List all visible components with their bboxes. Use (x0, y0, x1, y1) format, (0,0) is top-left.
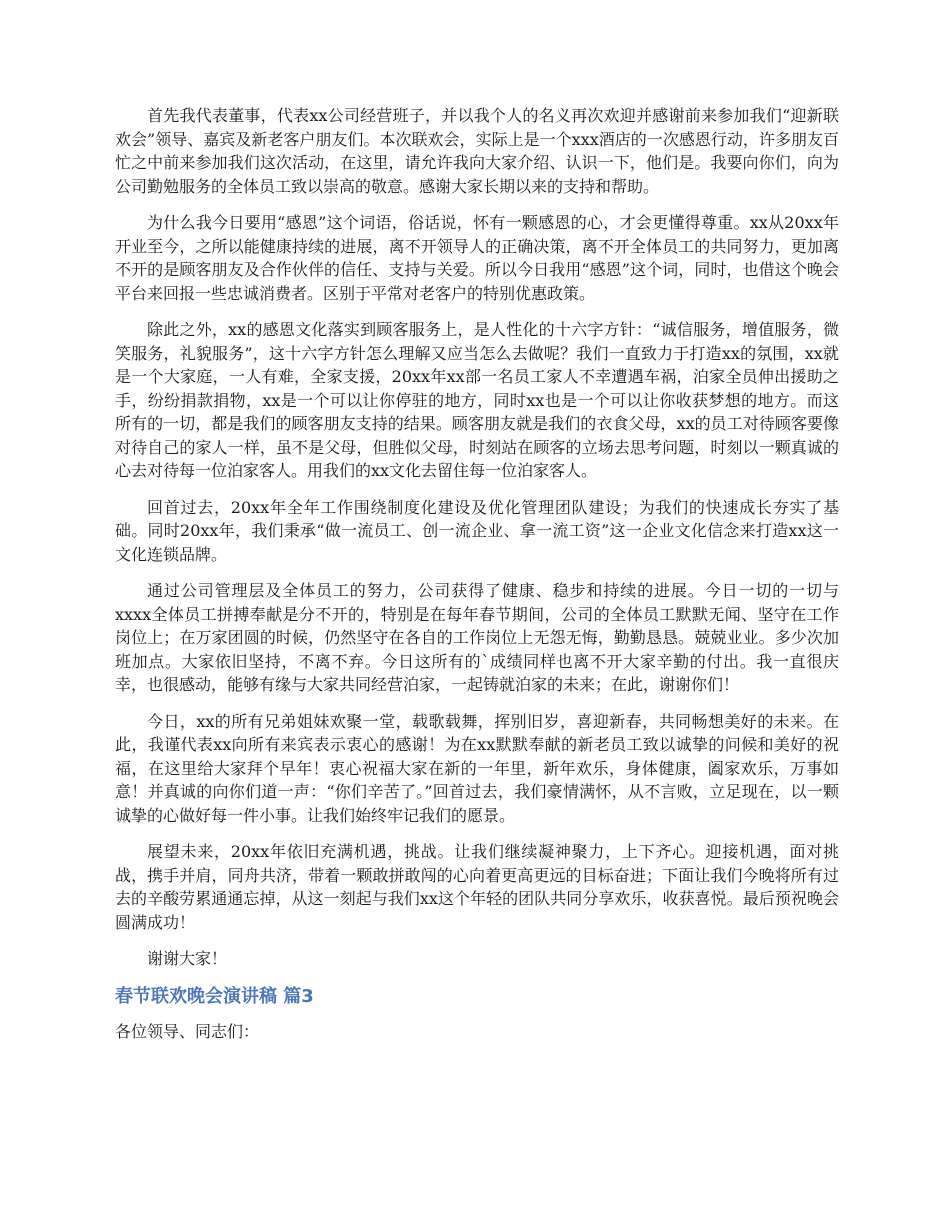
paragraph-4: 回首过去，20xx年全年工作围绕制度化建设及优化管理团队建设；为我们的快速成长夯实了基础。同时20xx年，我们秉承“做一流员工、创一流企业、拿一流工资”这一企业文化信念来打造xx这一文化连锁品牌。 (115, 497, 839, 564)
paragraph-1: 首先我代表董事，代表xx公司经营班子，并以我个人的名义再次欢迎并感谢前来参加我们“迎新联欢会”领导、嘉宾及新老客户朋友们。本次联欢会，实际上是一个xxx酒店的一次感恩行动，许多朋友百忙之中前来参加我们这次活动，在这里，请允许我向大家介绍、认识一下，他们是。我要向你们，向为公司勤勉服务的全体员工致以崇高的敬意。感谢大家长期以来的支持和帮助。 (115, 106, 839, 196)
document-page (115, 104, 839, 1056)
paragraph-5: 通过公司管理层及全体员工的努力，公司获得了健康、稳步和持续的进展。今日一切的一切与xxxx全体员工拼搏奉献是分不开的，特别是在每年春节期间，公司的全体员工默默无闻、坚守在工作岗位上；在万家团圆的时候，仍然坚守在各自的工作岗位上无怨无悔，勤勤恳恳。兢兢业业。多少次加班加点。大家依旧坚持，不离不弃。今日这所有的`成绩同样也离不开大家辛勤的付出。我一直很庆幸，也很感动，能够有缘与大家共同经营泊家，一起铸就泊家的未来；在此，谢谢你们！ (115, 581, 839, 694)
paragraph-2: 为什么我今日要用“感恩”这个词语，俗话说，怀有一颗感恩的心，才会更懂得尊重。xx从20xx年开业至今，之所以能健康持续的进展，离不开领导人的正确决策，离不开全体员工的共同努力，更加离不开的是顾客朋友及合作伙伴的信任、支持与关爱。所以今日我用“感恩”这个词，同时，也借这个晚会平台来回报一些忠诚消费者。区别于平常对老客户的特别优惠政策。 (115, 213, 839, 303)
paragraph-3: 除此之外，xx的感恩文化落实到顾客服务上，是人性化的十六字方针：“诚信服务，增值服务，微笑服务，礼貌服务”，这十六字方针怎么理解又应当怎么去做呢？我们一直致力于打造xx的氛围，xx就是一个大家庭，一人有难，全家支援，20xx年xx部一名员工家人不幸遭遇车祸，泊家全员伸出援助之手，纷纷捐款捐物，xx是一个可以让你停驻的地方，同时xx也是一个可以让你收获梦想的地方。而这所有的一切，都是我们的顾客朋友支持的结果。顾客朋友就是我们的衣食父母，xx的员工对待顾客要像对待自己的家人一样，虽不是父母，但胜似父母，时刻站在顾客的立场去思考问题，时刻以一颗真诚的心去对待每一位泊家客人。用我们的xx文化去留住每一位泊家客人。 (115, 320, 839, 480)
paragraph-closing: 谢谢大家！ (147, 949, 228, 968)
salutation: 各位领导、同志们： (115, 1021, 260, 1041)
section-heading: 春节联欢晚会演讲稿 篇3 (115, 985, 314, 1007)
paragraph-6: 今日，xx的所有兄弟姐妹欢聚一堂，载歌载舞，挥别旧岁，喜迎新春，共同畅想美好的未来。在此，我谨代表xx向所有来宾表示衷心的感谢！为在xx默默奉献的新老员工致以诚挚的问候和美好的祝福，在这里给大家拜个早年！衷心祝福大家在新的一年里，新年欢乐，身体健康，阖家欢乐，万事如意！并真诚的向你们道一声：“你们辛苦了。”回首过去，我们豪情满怀，从不言败，立足现在，以一颗诚挚的心做好每一件小事。让我们始终牢记我们的愿景。 (115, 711, 839, 825)
paragraph-7: 展望未来，20xx年依旧充满机遇，挑战。让我们继续凝神聚力，上下齐心。迎接机遇，面对挑战，携手并肩，同舟共济，带着一颗敢拼敢闯的心向着更高更远的目标奋进；下面让我们今晚将所有过去的辛酸劳累通通忘掉，从这一刻起与我们xx这个年轻的团队共同分享欢乐，收获喜悦。最后预祝晚会圆满成功！ (115, 842, 839, 932)
